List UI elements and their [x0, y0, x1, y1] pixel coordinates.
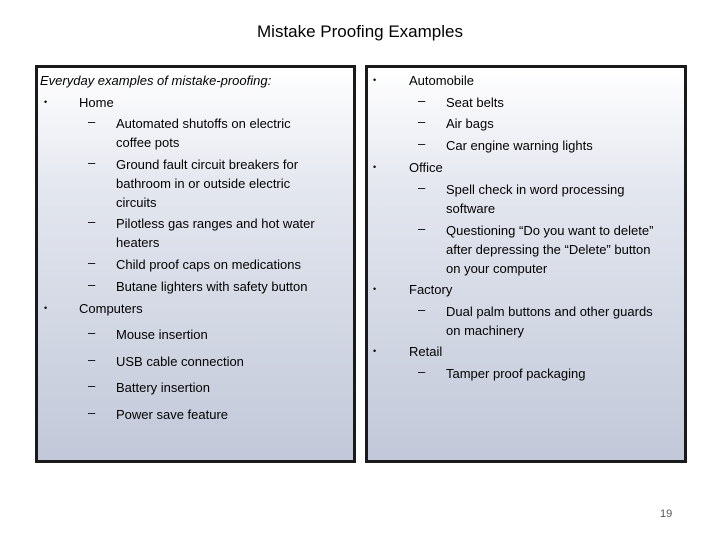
list-item-line: Spell check in word processing	[446, 182, 625, 197]
list-item-line: Pilotless gas ranges and hot water	[116, 216, 315, 231]
list-item-line: bathroom in or outside electric	[116, 176, 291, 191]
list-item-line: heaters	[116, 235, 160, 250]
dash-icon: –	[418, 180, 426, 195]
list-item-line: Car engine warning lights	[446, 138, 593, 153]
list-item-line: Automated shutoffs on electric	[116, 116, 291, 131]
dash-icon: –	[88, 255, 96, 270]
list-item-line: on your computer	[446, 261, 548, 276]
dash-icon: –	[418, 93, 426, 108]
bullet-icon: •	[44, 303, 48, 313]
list-item-line: Mouse insertion	[116, 327, 208, 342]
section-label-computers: Computers	[79, 301, 143, 316]
section-label-office: Office	[409, 160, 443, 175]
list-item-line: Power save feature	[116, 407, 229, 422]
list-item-line: after depressing the “Delete” button	[446, 242, 651, 257]
list-item-line: Child proof caps on medications	[116, 257, 301, 272]
list-item-line: Tamper proof packaging	[446, 366, 586, 381]
section-label-retail: Retail	[409, 344, 443, 359]
list-item-line: Butane lighters with safety button	[116, 279, 308, 294]
section-label-automobile: Automobile	[409, 73, 475, 88]
dash-icon: –	[418, 221, 426, 236]
section-label-home: Home	[79, 95, 114, 110]
list-item-line: Dual palm buttons and other guards	[446, 304, 653, 319]
slide-title: Mistake Proofing Examples	[257, 22, 463, 41]
list-item-line: on machinery	[446, 323, 525, 338]
list-item-line: circuits	[116, 195, 157, 210]
dash-icon: –	[88, 352, 96, 367]
dash-icon: –	[88, 214, 96, 229]
dash-icon: –	[88, 378, 96, 393]
page-number: 19	[660, 508, 673, 520]
dash-icon: –	[88, 155, 96, 170]
dash-icon: –	[88, 405, 96, 420]
list-item-line: USB cable connection	[116, 354, 244, 369]
dash-icon: –	[418, 114, 426, 129]
list-item-line: Seat belts	[446, 95, 504, 110]
bullet-icon: •	[373, 75, 377, 85]
bullet-icon: •	[373, 162, 377, 172]
left-heading: Everyday examples of mistake-proofing:	[40, 73, 272, 88]
list-item-line: Ground fault circuit breakers for	[116, 157, 299, 172]
dash-icon: –	[88, 325, 96, 340]
list-item-line: Battery insertion	[116, 380, 210, 395]
section-label-factory: Factory	[409, 282, 453, 297]
bullet-icon: •	[373, 284, 377, 294]
bullet-icon: •	[373, 346, 377, 356]
dash-icon: –	[418, 136, 426, 151]
list-item-line: coffee pots	[116, 135, 180, 150]
list-item-line: Questioning “Do you want to delete”	[446, 223, 654, 238]
list-item-line: software	[446, 201, 496, 216]
dash-icon: –	[88, 277, 96, 292]
dash-icon: –	[88, 114, 96, 129]
list-item-line: Air bags	[446, 116, 494, 131]
dash-icon: –	[418, 364, 426, 379]
dash-icon: –	[418, 302, 426, 317]
bullet-icon: •	[44, 97, 48, 107]
